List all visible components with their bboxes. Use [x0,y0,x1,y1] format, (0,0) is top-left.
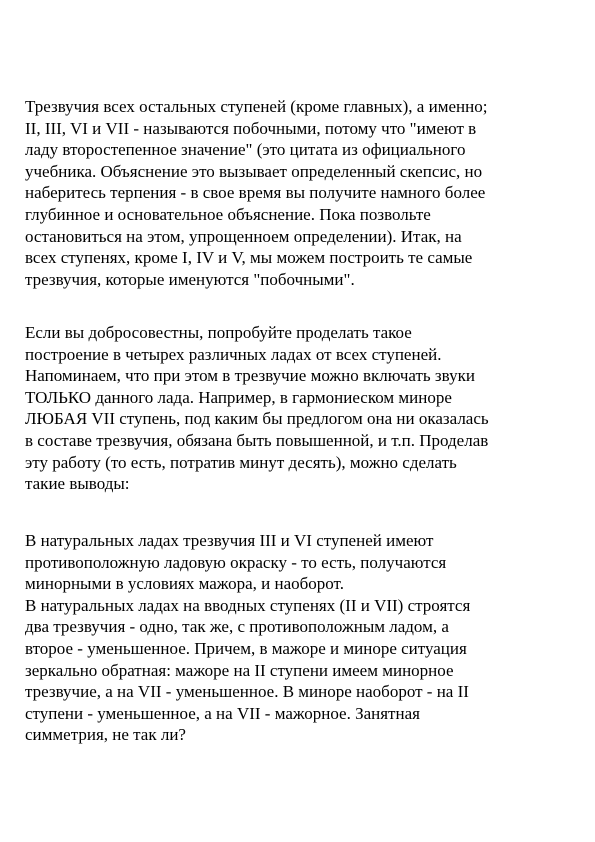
text-line: учебника. Объяснение это вызывает определенный скепсис, но [25,161,483,181]
text-line: В натуральных ладах трезвучия III и VI ступеней имеют [25,531,434,550]
text-line: ступени - уменьшенное, а на VII - мажорное. Занятная [25,703,420,723]
text-line: остановиться на этом, упрощенноем определении). Итак, на [25,226,462,246]
text-line: Если вы добросовестны, попробуйте проделать такое [25,323,412,342]
text-line: трезвучия, которые именуются "побочными". [25,269,355,289]
text-line: два трезвучия - одно, так же, с противоположным ладом, а [25,617,449,637]
text-line: второе - уменьшенное. Причем, в мажоре и миноре ситуация [25,638,467,658]
text-line: трезвучие, а на VII - уменьшенное. В миноре наоборот - на II [25,682,469,702]
text-line: всех ступенях, кроме I, IV и V, мы можем построить те самые [25,248,473,268]
text-line: II, III, VI и VII - называются побочными, потому что "имеют в [25,118,477,138]
text-line: в составе трезвучия, обязана быть повышенной, и т.п. Проделав [25,430,489,450]
text-line: зеркально обратная: мажоре на II ступени имеем минорное [25,660,454,680]
paragraph-2 [25,322,580,495]
text-line: наберитесь терпения - в свое время вы получите намного более [25,183,486,203]
paragraph-3 [25,530,580,746]
text-line: ладу второстепенное значение" (это цитата из официального [25,140,466,160]
text-line: Напоминаем, что при этом в трезвучие можно включать звуки [25,366,475,386]
text-line: эту работу (то есть, потратив минут десять), можно сделать [25,452,457,472]
text-line: Трезвучия всех остальных ступеней (кроме главных), а именно; [25,97,488,116]
paragraph-1 [25,96,580,290]
text-line: В натуральных ладах на вводных ступенях (II и VII) строятся [25,595,471,615]
text-line: построение в четырех различных ладах от всех ступеней. [25,344,442,364]
text-line: глубинное и основательное объяснение. Пока позвольте [25,204,431,224]
text-line: ТОЛЬКО данного лада. Например, в гармониеском миноре [25,387,452,407]
text-line: минорными в условиях мажора, и наоборот. [25,574,344,594]
text-line: ЛЮБАЯ VII ступень, под каким бы предлогом она ни оказалась [25,409,489,429]
text-line: симметрия, не так ли? [25,725,186,745]
text-line: противоположную ладовую окраску - то есть, получаются [25,552,447,572]
text-line: такие выводы: [25,474,130,494]
